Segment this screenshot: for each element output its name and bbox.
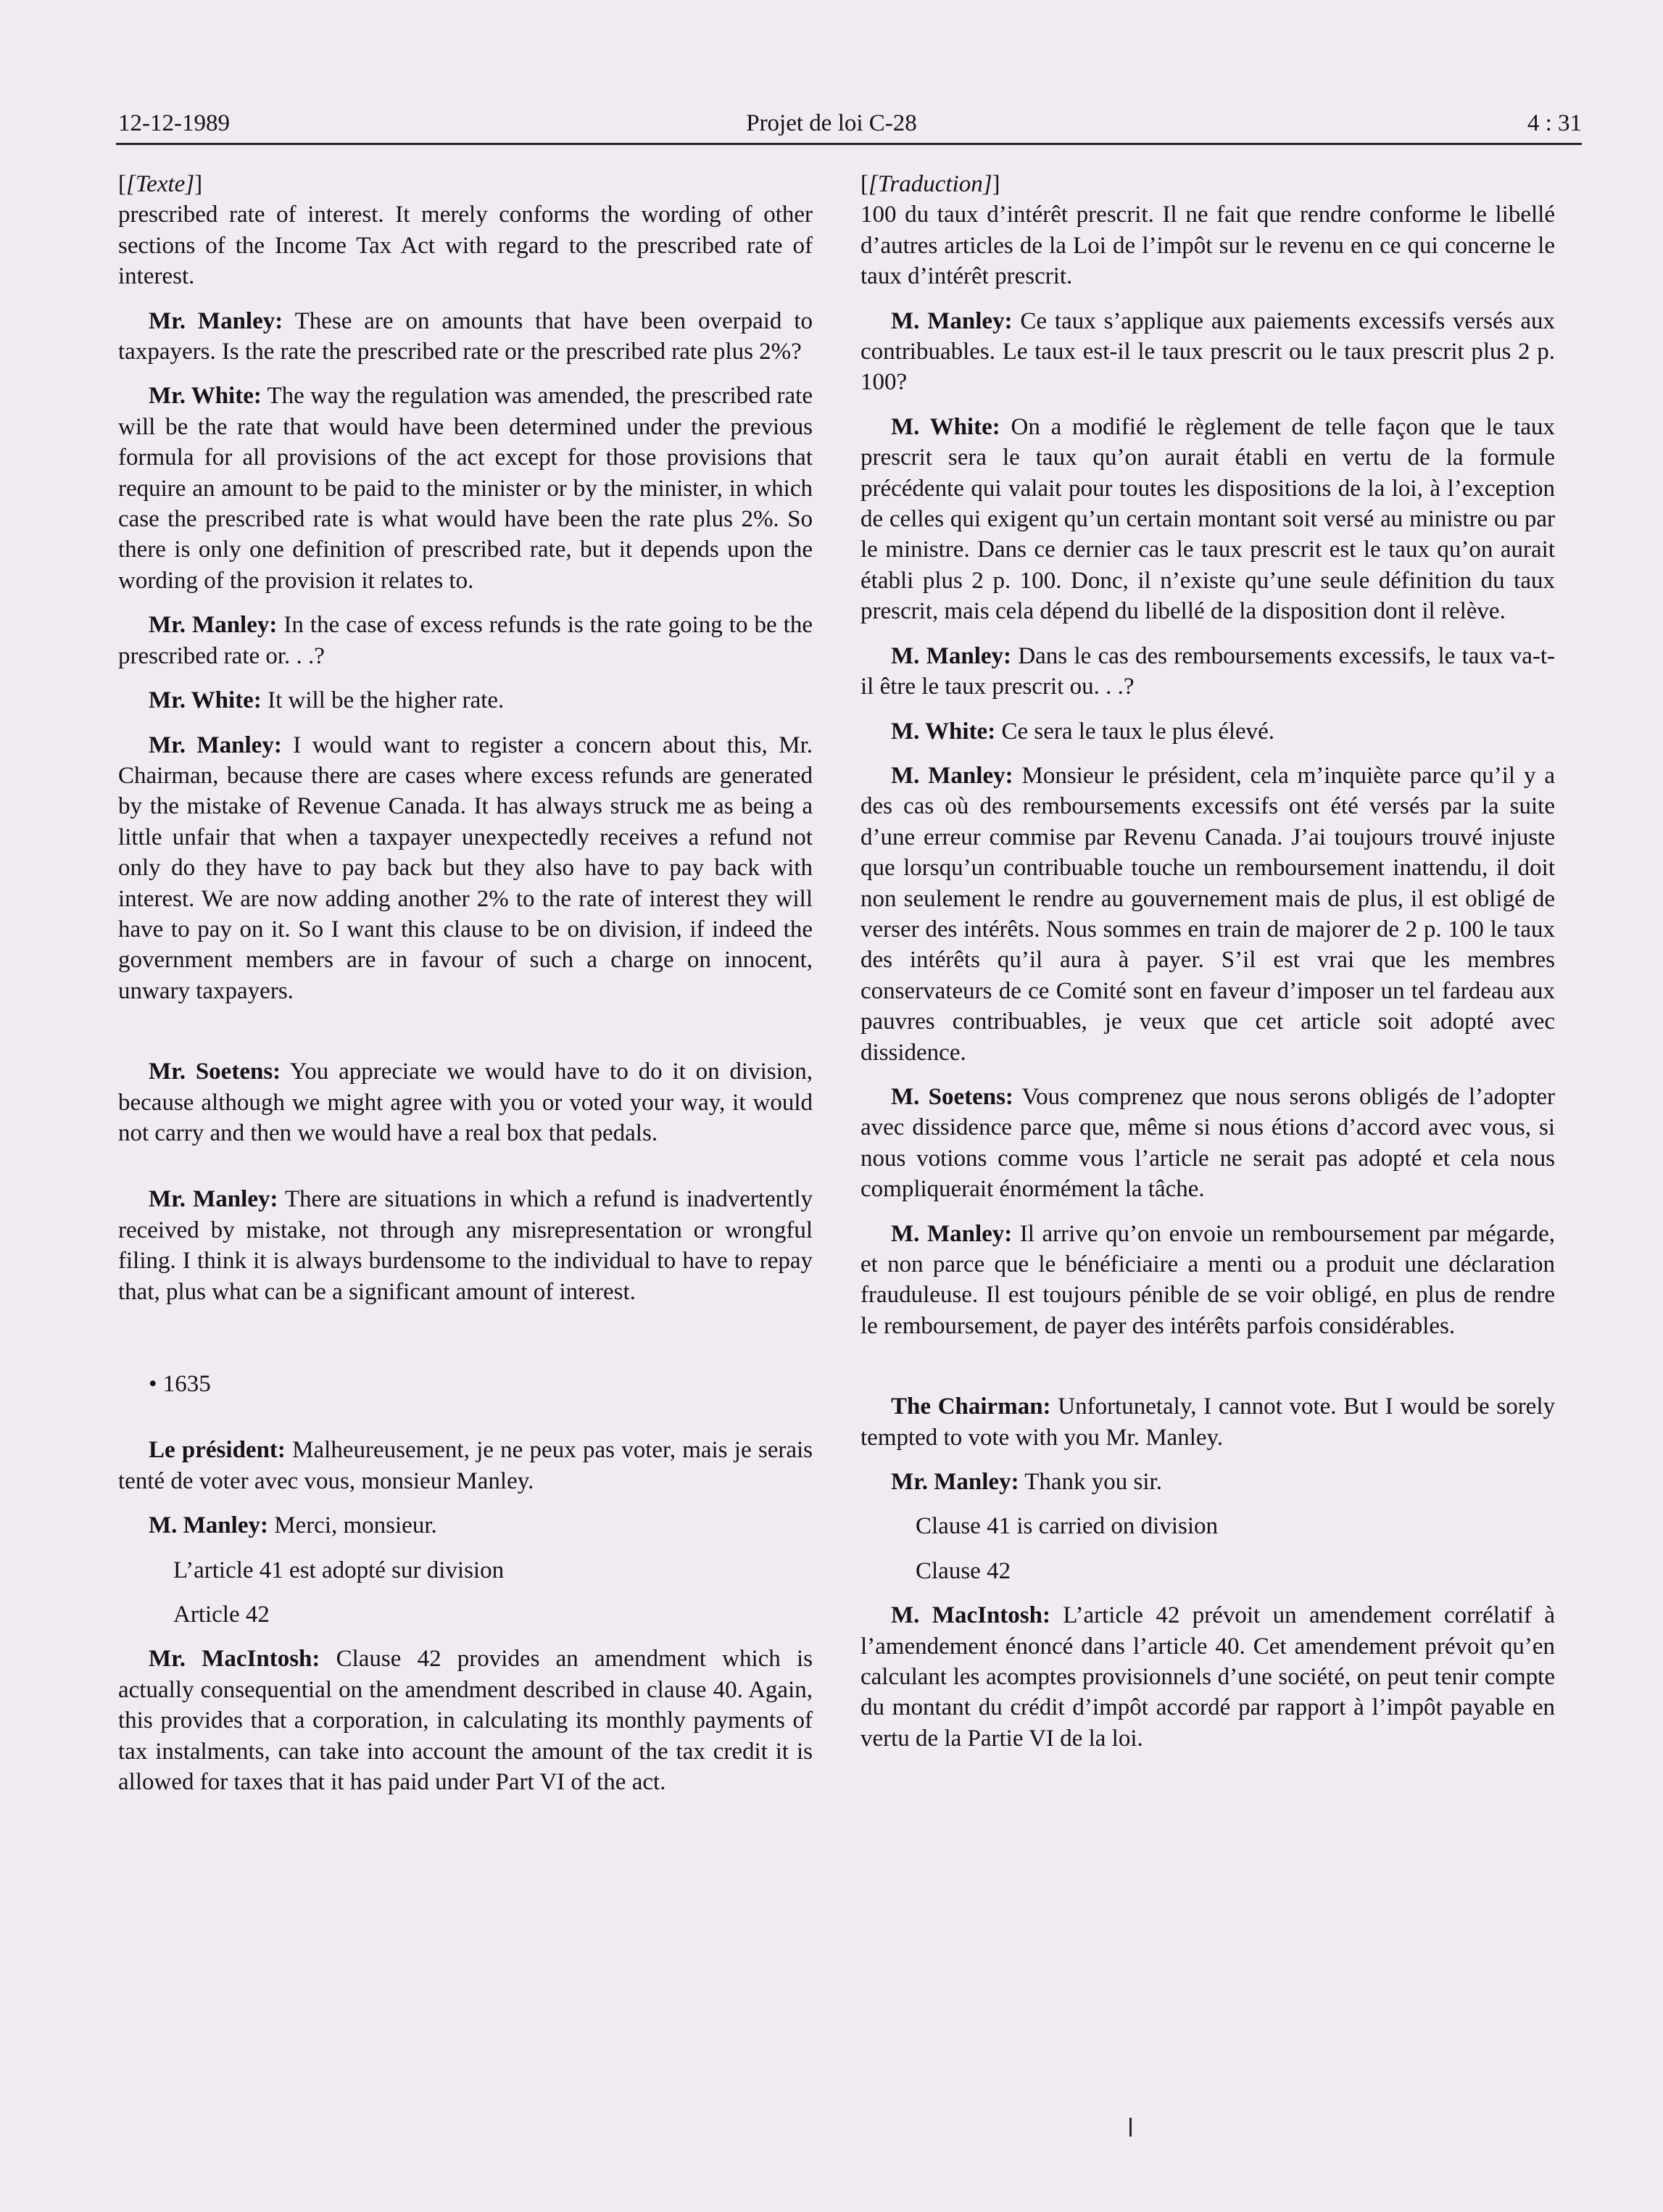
speech-text: Merci, monsieur. [268,1512,437,1539]
speech-text: There are situations in which a refund is inadvertently received by mistake, not through any misrepresentation or wrongful filing. I think it is always burdensome to the individual to have to repay that, plus what can be a significant amount of interest. [118,1186,813,1305]
speaker-name: Mr. Soetens: [149,1059,281,1085]
speech-text: It will be the higher rate. [261,687,505,714]
speech-text: Ce taux s’applique aux paiements excessifs versés aux contribuables. Le taux est-il le taux prescrit ou le taux prescrit plus 2 p. 100? [860,307,1555,396]
speaker-name: Mr. Manley: [149,307,283,334]
paragraph [118,1644,813,1797]
clause-heading: Article 42 [173,1602,270,1628]
speech-text: On a modifié le règlement de telle façon que le taux prescrit sera le taux qu’on aurait établi en vertu de la formule précédente qui valait pour toutes les dispositions de la loi, à l’exception de celles qui exigent qu’un certain montant soit versé au ministre ou par le ministre. Dans ce dernier cas le taux prescrit est le taux qu’on aurait établi plus 2 p. 100. Donc, il n’existe qu’une seule définition du taux prescrit, mais cela dépend du libellé de la disposition dont il relève. [860,413,1555,625]
speaker-name: Mr. Manley: [149,1186,278,1213]
speaker-name: Le président: [149,1437,286,1464]
speaker-name: The Chairman: [891,1393,1051,1420]
paragraph [860,1600,1555,1754]
left-column [118,169,813,1811]
header-rule [116,143,1582,145]
margin-tick-mark [1129,2118,1132,2137]
speech-text: Il arrive qu’on envoie un remboursement par mégarde, et non parce que le bénéficiaire a menti ou a produit une déclaration frauduleuse. Il est toujours pénible de se voir obligé, en plus de rendre le remboursement, de payer des intérêts parfois considérables. [860,1220,1555,1339]
speaker-name: M. White: [891,413,1000,440]
language-label-text: [Traduction] [868,171,992,197]
paragraph [118,1056,813,1148]
speaker-name: M. Manley: [891,1220,1013,1247]
paragraph [860,412,1555,627]
speaker-name: Mr. Manley: [891,1469,1019,1496]
paragraph [118,685,813,716]
paragraph [860,716,1555,747]
speech-text: Vous comprenez que nous serons obligés de l’adopter avec dissidence parce que, même si nous étions d’accord avec vous, si nous votions comme vous l’article ne serait pas adopté et cela nous compliquerait énormément la tâche. [860,1083,1555,1203]
speaker-name: M. MacIntosh: [891,1602,1050,1629]
speech-text: Malheureusement, je ne peux pas voter, mais je serais tenté de voter avec vous, monsieur Manley. [118,1437,813,1494]
speech-text: Unfortunetaly, I cannot vote. But I would be sorely tempted to vote with you Mr. Manley. [860,1393,1556,1451]
header-page-number: 4 : 31 [1527,110,1582,136]
paragraph [118,306,813,368]
paragraph [118,730,813,1007]
speaker-name: Mr. White: [149,383,262,410]
paragraph [860,1082,1555,1205]
clause-status: L’article 41 est adopté sur division [173,1557,505,1583]
speaker-name: M. Manley: [891,307,1013,334]
speech-text: I would want to register a concern about this, Mr. Chairman, because there are cases where excess refunds are generated by the mistake of Revenue Canada. It has always struck me as being a little unfair that when a taxpayer unexpectedly receives a refund not only do they have to pay back but they also have to pay back with interest. We are now adding another 2% to the rate of interest they will have to pay on it. So I want this clause to be on division, if indeed the government members are in favour of such a charge on innocent, unwary taxpayers. [118,732,813,1004]
time-marker: • 1635 [149,1371,211,1397]
speech-text: Clause 42 provides an amendment which is actually consequential on the amendment described in clause 40. Again, this provides that a corporation, in calculating its monthly payments of tax instalments, can take into account the amount of the tax credit it is allowed for taxes that it has paid under Part VI of the act. [118,1646,813,1796]
right-column [860,169,1555,1768]
speaker-name: Mr. White: [149,687,262,714]
paragraph [118,1510,813,1541]
speech-text: Dans le cas des remboursements excessifs, le taux va-t-il être le taux prescrit ou. . .? [860,642,1555,700]
speaker-name: M. Manley: [891,642,1012,669]
paragraph: 100 du taux d’intérêt prescrit. Il ne fait que rendre conforme le libellé d’autres articles de la Loi de l’impôt sur le revenu en ce qui concerne le taux d’intérêt prescrit. [860,202,1555,290]
speech-text: Monsieur le président, cela m’inquiète parce qu’il y a des cas où des remboursements excessifs ont été versés par la suite d’une erreur commise par Revenu Canada. J’ai toujours trouvé injuste que lorsqu’un contribuable touche un remboursement inattendu, il doit non seulement le rendre au gouvernement mais de plus, il est obligé de verser des intérêts. Nous sommes en train de majorer de 2 p. 100 le taux des intérêts qu’il aura à payer. S’il est vrai que les membres conservateurs de ce Comité sont en faveur d’imposer un tel fardeau aux pauvres contribuables, je veux que cet article soit adopté avec dissidence. [860,762,1555,1066]
speech-text: L’article 42 prévoit un amendement corrélatif à l’amendement énoncé dans l’article 40. Cet amendement prévoit qu’en calculant les acomptes provisionnels d’une société, on peut tenir compte du montant du crédit d’impôt accordé par rapport à l’impôt payable en vertu de la Partie VI de la loi. [860,1602,1555,1752]
paragraph [860,1219,1555,1342]
paragraph [118,381,813,596]
speaker-name: Mr. Manley: [149,732,282,758]
clause-heading: Clause 42 [916,1557,1011,1584]
paragraph [860,1391,1555,1453]
speech-text: These are on amounts that have been overpaid to taxpayers. Is the rate the prescribed rate or the prescribed rate plus 2%? [118,307,813,365]
clause-status: Clause 41 is carried on division [916,1513,1219,1540]
speaker-name: Mr. Manley: [149,612,278,639]
paragraph [860,761,1555,1068]
speaker-name: M. White: [891,718,996,745]
speaker-name: M. Soetens: [891,1083,1013,1110]
language-label: [[Traduction]] [860,171,1000,197]
header-date: 12-12-1989 [118,110,230,136]
language-label: [[Texte]] [118,171,203,197]
speech-text: Thank you sir. [1019,1469,1162,1496]
speaker-name: M. Manley: [149,1512,268,1539]
speech-text: You appreciate we would have to do it on division, because although we might agree with you or voted your way, it would not carry and then we would have a real box that pedals. [118,1059,813,1146]
paragraph [118,1184,813,1307]
paragraph [860,1467,1555,1497]
paragraph [860,641,1555,703]
paragraph: prescribed rate of interest. It merely conforms the wording of other sections of the Income Tax Act with regard to the prescribed rate of interest. [118,202,813,290]
paragraph [118,1435,813,1496]
speaker-name: Mr. MacIntosh: [149,1646,320,1673]
speaker-name: M. Manley: [891,762,1013,789]
header-title: Projet de loi C-28 [746,110,917,136]
speech-text: In the case of excess refunds is the rate going to be the prescribed rate or. . .? [118,612,813,669]
paragraph [118,610,813,671]
paragraph [860,306,1555,398]
speech-text: The way the regulation was amended, the prescribed rate will be the rate that would have been determined under the previous formula for all provisions of the act except for those provisions that require an amount to be paid to the minister or by the minister, in which case the prescribed rate is what would have been the rate plus 2%. So there is only one definition of prescribed rate, but it depends upon the wording of the provision it relates to. [118,383,813,594]
speech-text: Ce sera le taux le plus élevé. [995,718,1275,745]
language-label-text: [Texte] [126,171,195,197]
